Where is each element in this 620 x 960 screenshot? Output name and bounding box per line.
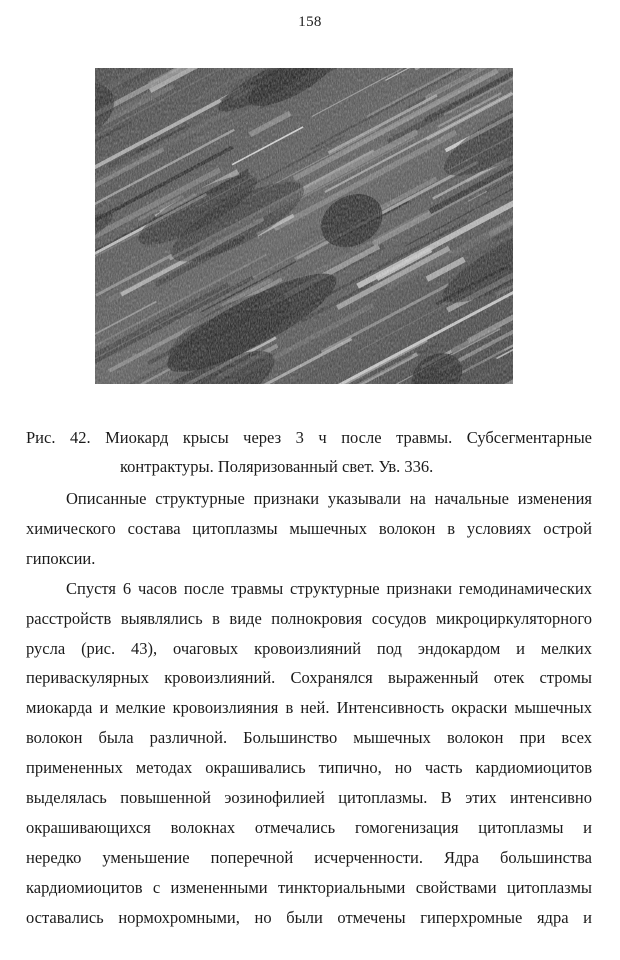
text-line: оставались нормохромными, но были отмечены гиперхромные ядра и [26, 907, 592, 927]
text-line: Описанные структурные признаки указывали на начальные изменения [66, 489, 592, 508]
text-line: выделялась повышенной эозинофилией цитоплазмы. В этих интенсивно [26, 788, 592, 808]
caption-line-1: Рис. 42. Миокард крысы через 3 ч после травмы. Субсегментарные [26, 428, 592, 447]
text-line: гипоксии. [26, 548, 96, 568]
paragraph-1 [26, 484, 592, 574]
text-line: нередко уменьшение поперечной исчерченности. Ядра большинства [26, 847, 592, 867]
paragraph-2 [26, 574, 592, 933]
body-text [26, 484, 592, 933]
text-line: примененных методах окрашивались типично, но часть кардиомиоцитов [26, 758, 592, 778]
text-line: расстройств выявлялись в виде полнокровия сосудов микроциркуляторного [26, 608, 592, 628]
text-line: химического состава цитоплазмы мышечных волокон в условиях острой [26, 518, 592, 538]
micrograph-image [95, 68, 513, 384]
text-line: окрашивающихся волокнах отмечались гомогенизация цитоплазмы и [26, 817, 592, 837]
text-line: Спустя 6 часов после травмы структурные признаки гемодинамических [66, 578, 592, 598]
text-line: периваскулярных кровоизлияний. Сохранялся выраженный отек стромы [26, 668, 592, 688]
figure-caption [26, 423, 592, 481]
text-line: кардиомиоцитов с измененными тинкториальными свойствами цитоплазмы [26, 877, 592, 897]
caption-line-2: контрактуры. Поляризованный свет. Ув. 336. [120, 457, 434, 476]
micrograph-figure [95, 68, 513, 384]
page-number: 158 [298, 14, 322, 30]
text-line: волокон была различной. Большинство мышечных волокон при всех [26, 728, 592, 748]
text-line: миокарда и мелкие кровоизлияния в ней. Интенсивность окраски мышечных [26, 698, 592, 718]
text-line: русла (рис. 43), очаговых кровоизлияний под эндокардом и мелких [26, 638, 592, 658]
